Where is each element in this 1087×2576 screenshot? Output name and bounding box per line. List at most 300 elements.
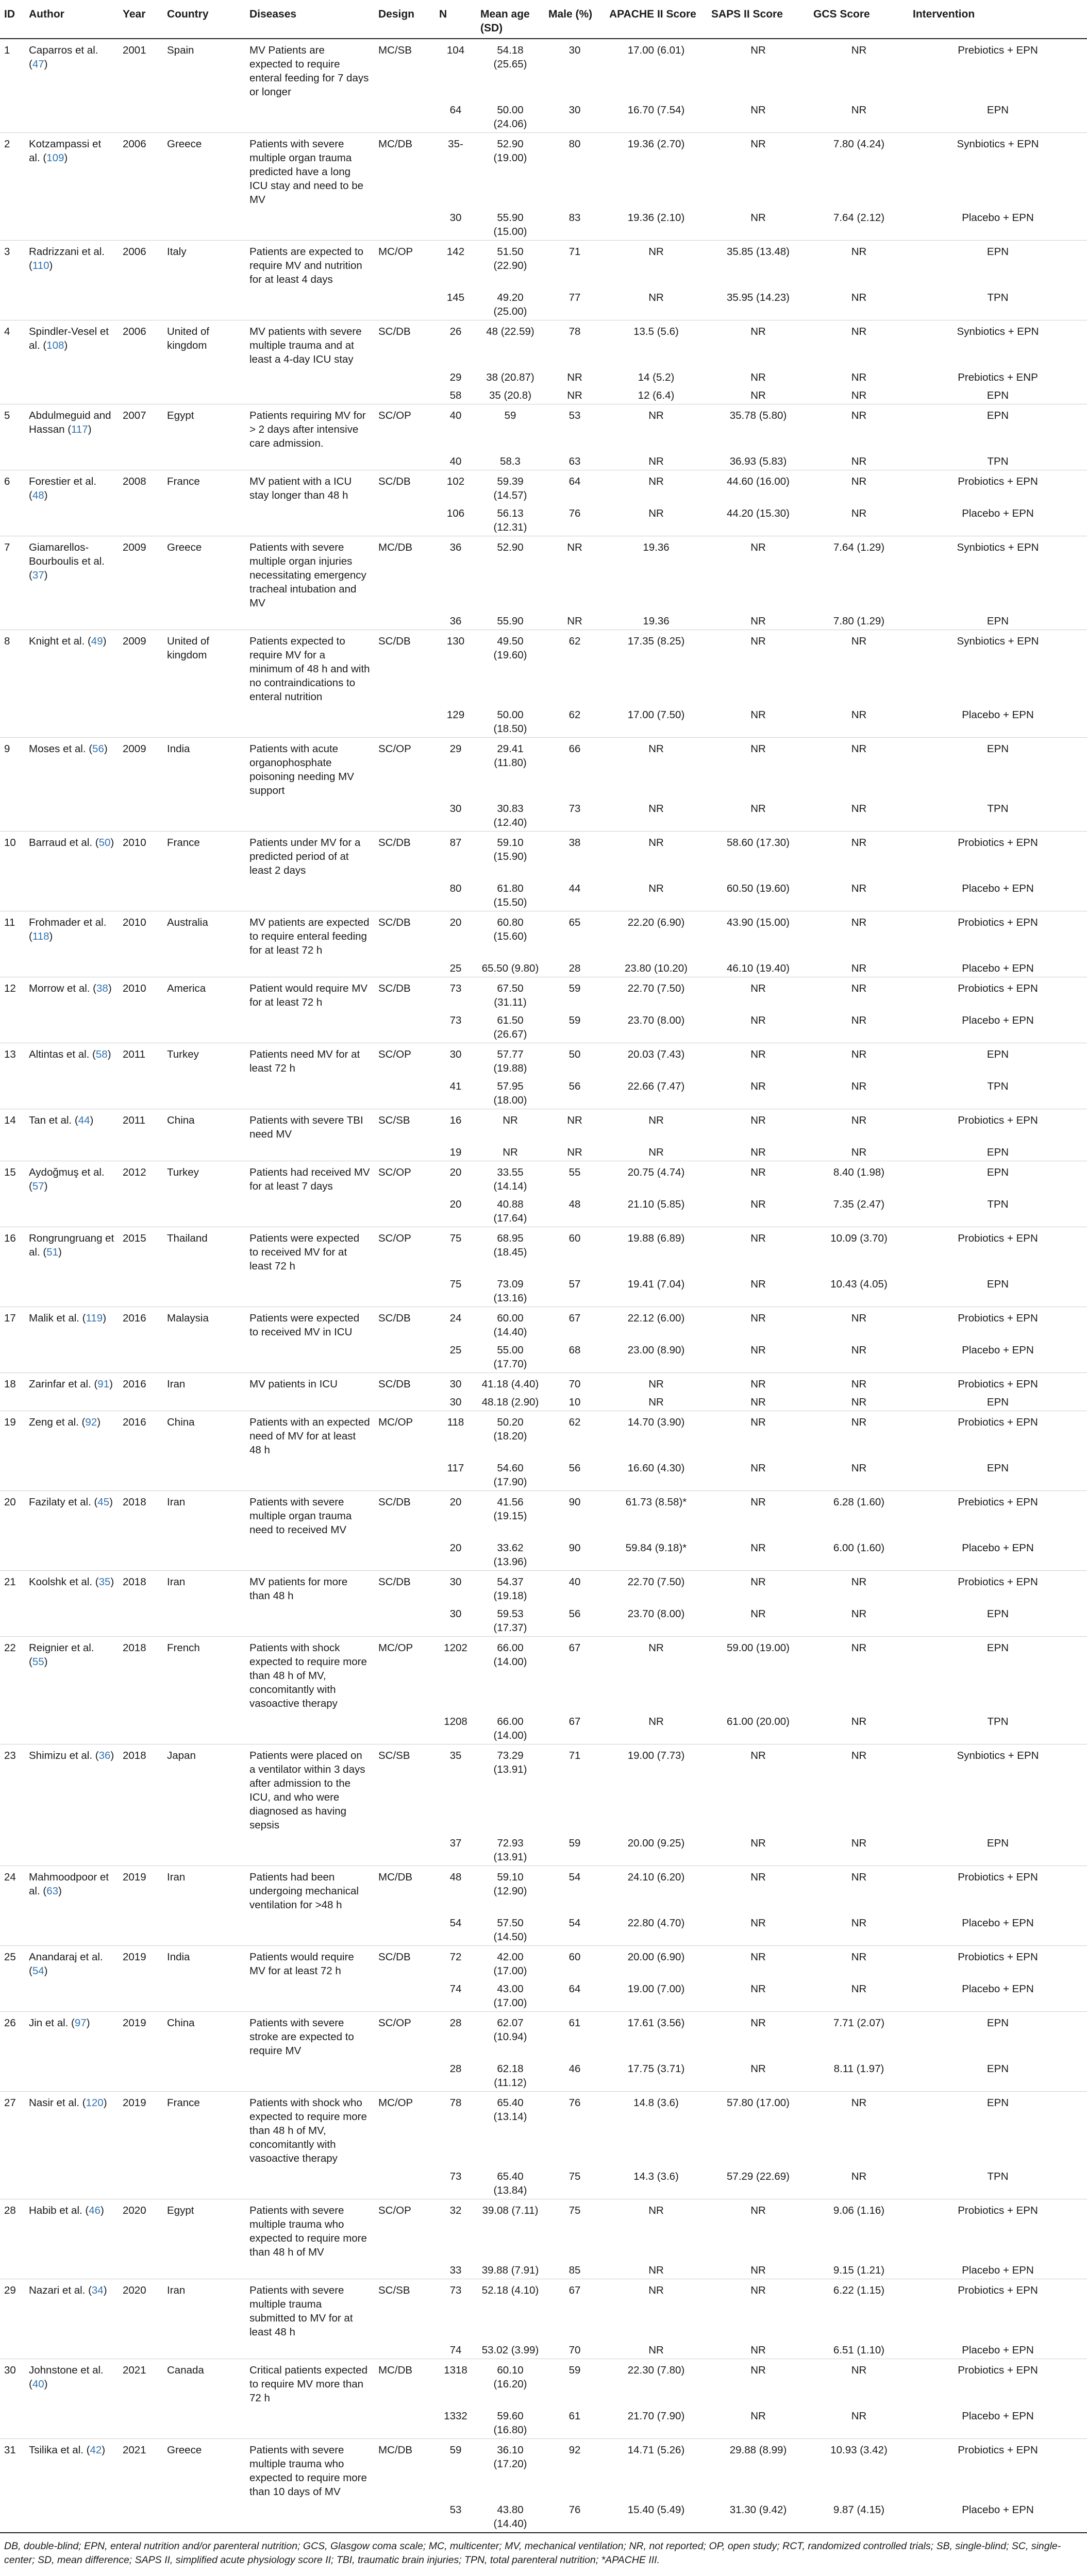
cell-empty	[245, 100, 374, 133]
cell-empty	[163, 1913, 245, 1946]
cell-diseases: Patients with acute organophosphate poisoning needing MV support	[245, 738, 374, 800]
cell-design: MC/DB	[374, 2359, 435, 2407]
cell-saps: NR	[750, 1608, 766, 1620]
cell-apache: NR	[605, 2279, 707, 2341]
cell-gcs: NR	[851, 1462, 867, 1474]
author-suffix: )	[44, 489, 48, 501]
table-row	[0, 977, 1087, 1011]
cell-design: SC/DB	[374, 1946, 435, 1980]
cell-design: MC/SB	[374, 39, 435, 100]
table-row	[0, 705, 1087, 738]
reference-link[interactable]: 47	[32, 58, 44, 70]
cell-male: 70	[568, 2344, 581, 2356]
cell-empty	[163, 100, 245, 133]
cell-male: 64	[544, 470, 605, 504]
cell-gcs: NR	[851, 803, 867, 815]
author-name: Barraud et al. (	[29, 837, 99, 849]
cell-empty	[119, 452, 163, 470]
cell-diseases: Patients were expected to received MV in ICU	[245, 1307, 374, 1341]
cell-diseases: MV Patients are expected to require enteral feeding for 7 days or longer	[245, 39, 374, 100]
cell-diseases: Patients with severe multiple organ trauma predicted have a long ICU stay and need to be MV	[245, 133, 374, 209]
cell-author	[25, 1307, 119, 1341]
cell-empty	[245, 1712, 374, 1744]
cell-id: 24	[0, 1866, 25, 1914]
cell-gcs: NR	[809, 241, 909, 289]
cell-male: NR	[544, 1109, 605, 1143]
reference-link[interactable]: 109	[46, 152, 64, 164]
cell-mean-age: 61.50 (26.67)	[493, 1014, 527, 1040]
cell-male: 78	[544, 320, 605, 368]
cell-empty	[0, 2406, 25, 2439]
cell-male: 59	[568, 1837, 581, 1849]
cell-apache: 23.70 (8.00)	[627, 1608, 685, 1620]
cell-gcs: 10.09 (3.70)	[809, 1227, 909, 1275]
cell-empty	[0, 1712, 25, 1744]
cell-empty	[0, 1538, 25, 1571]
cell-male: 30	[544, 39, 605, 100]
cell-male: 54	[544, 1866, 605, 1914]
reference-link[interactable]: 118	[32, 930, 49, 942]
cell-year: 2021	[119, 2359, 163, 2407]
cell-mean-age: 59.10 (12.90)	[476, 1866, 544, 1914]
cell-country: Iran	[163, 1571, 245, 1605]
cell-empty	[0, 100, 25, 133]
cell-empty	[245, 1913, 374, 1946]
cell-empty	[0, 2261, 25, 2279]
cell-intervention: EPN	[909, 1637, 1087, 1713]
cell-n: 32	[435, 2199, 476, 2261]
table-row	[0, 630, 1087, 706]
table-row	[0, 2279, 1087, 2341]
cell-id: 18	[0, 1373, 25, 1393]
cell-empty	[163, 1195, 245, 1227]
reference-link[interactable]: 42	[90, 2444, 102, 2456]
cell-year: 2018	[119, 1637, 163, 1713]
cell-apache: NR	[605, 241, 707, 289]
author-suffix: )	[107, 1048, 111, 1060]
cell-id: 19	[0, 1411, 25, 1459]
reference-link[interactable]: 119	[86, 1312, 103, 1324]
table-body	[0, 39, 1087, 2532]
reference-link[interactable]: 91	[97, 1378, 110, 1390]
cell-n: 48	[435, 1866, 476, 1914]
cell-id: 12	[0, 977, 25, 1011]
cell-empty	[245, 959, 374, 977]
cell-saps: 29.88 (8.99)	[707, 2439, 809, 2501]
cell-author	[25, 2359, 119, 2407]
cell-gcs: 8.40 (1.98)	[809, 1161, 909, 1195]
cell-saps: 57.80 (17.00)	[707, 2092, 809, 2167]
cell-empty	[0, 1275, 25, 1307]
author-name: Aydoğmuş et al. (	[29, 1166, 105, 1192]
reference-link[interactable]: 50	[98, 837, 111, 849]
cell-diseases: Patients would require MV for at least 72 h	[245, 1946, 374, 1980]
cell-gcs: 7.80 (4.24)	[809, 133, 909, 209]
cell-intervention: TPN	[987, 1080, 1009, 1092]
cell-male: 90	[568, 1542, 581, 1554]
cell-gcs: 6.22 (1.15)	[809, 2279, 909, 2341]
cell-author	[25, 320, 119, 368]
cell-design: MC/DB	[374, 536, 435, 612]
cell-intervention: Placebo + EPN	[962, 507, 1034, 519]
cell-n: 30	[449, 212, 462, 224]
cell-intervention: Probiotics + EPN	[909, 1109, 1087, 1143]
cell-empty	[119, 612, 163, 630]
author-name: Kotzampassi et al. (	[29, 138, 102, 164]
cell-intervention: EPN	[909, 2012, 1087, 2060]
cell-saps: NR	[707, 2199, 809, 2261]
cell-saps: NR	[750, 2344, 766, 2356]
cell-author	[25, 1946, 119, 1980]
cell-saps: NR	[707, 1109, 809, 1143]
cell-empty	[163, 1979, 245, 2012]
cell-saps: NR	[750, 1542, 766, 1554]
cell-gcs: NR	[809, 1411, 909, 1459]
cell-empty	[119, 1712, 163, 1744]
reference-link[interactable]: 110	[32, 260, 49, 272]
cell-author	[25, 470, 119, 504]
cell-apache: 19.00 (7.00)	[627, 1983, 685, 1995]
cell-design: MC/DB	[374, 133, 435, 209]
author-suffix: )	[103, 2284, 107, 2296]
cell-empty	[374, 1011, 435, 1043]
cell-empty	[163, 1011, 245, 1043]
cell-intervention: Probiotics + EPN	[909, 911, 1087, 959]
cell-intervention: Probiotics + EPN	[909, 1866, 1087, 1914]
author-name: Forestier et al. (	[29, 476, 97, 501]
cell-empty	[374, 100, 435, 133]
cell-id: 13	[0, 1043, 25, 1077]
cell-intervention: Placebo + EPN	[962, 212, 1034, 224]
reference-link[interactable]: 48	[32, 489, 44, 501]
reference-link[interactable]: 120	[86, 2097, 104, 2109]
cell-empty	[163, 2406, 245, 2439]
cell-empty	[25, 1341, 119, 1373]
cell-mean-age: 54.60 (17.90)	[493, 1462, 527, 1488]
cell-mean-age: 73.29 (13.91)	[476, 1744, 544, 1834]
author-name: Radrizzani et al. (	[29, 246, 105, 272]
author-name: Giamarellos-Bourboulis et al. (	[29, 541, 105, 581]
cell-gcs: NR	[809, 1744, 909, 1834]
reference-link[interactable]: 46	[89, 2205, 101, 2216]
cell-design: MC/OP	[374, 2092, 435, 2167]
cell-saps: NR	[707, 630, 809, 706]
cell-empty	[374, 799, 435, 832]
cell-mean-age: 33.55 (14.14)	[476, 1161, 544, 1195]
author-name: Knight et al. (	[29, 635, 91, 647]
table-row	[0, 504, 1087, 536]
cell-country: United of kingdom	[163, 320, 245, 368]
cell-empty	[163, 879, 245, 911]
author-suffix: )	[97, 1416, 101, 1428]
cell-empty	[0, 1913, 25, 1946]
cell-male: NR	[567, 389, 582, 401]
cell-author	[25, 738, 119, 800]
cell-empty	[163, 2059, 245, 2092]
cell-apache: 13.5 (5.6)	[605, 320, 707, 368]
cell-male: 75	[544, 2199, 605, 2261]
cell-apache: NR	[605, 832, 707, 879]
cell-design: SC/DB	[374, 832, 435, 879]
cell-n: 80	[449, 883, 462, 894]
cell-empty	[25, 2500, 119, 2532]
cell-n: 117	[447, 1462, 464, 1474]
cell-gcs: 9.15 (1.21)	[833, 2264, 885, 2276]
cell-empty	[0, 2500, 25, 2532]
author-name: Nasir et al. (	[29, 2097, 86, 2109]
cell-gcs: NR	[809, 2359, 909, 2407]
cell-male: 57	[568, 1278, 581, 1290]
cell-empty	[25, 1979, 119, 2012]
cell-apache: 17.00 (7.50)	[627, 709, 685, 721]
cell-design: SC/SB	[374, 1109, 435, 1143]
reference-link[interactable]: 36	[98, 1750, 111, 1761]
table-row	[0, 100, 1087, 133]
cell-empty	[245, 1604, 374, 1637]
reference-link[interactable]: 108	[46, 340, 64, 351]
cell-intervention: TPN	[987, 455, 1009, 467]
cell-n: 75	[435, 1227, 476, 1275]
cell-n: 102	[435, 470, 476, 504]
cell-empty	[374, 1538, 435, 1571]
cell-saps: 44.20 (15.30)	[727, 507, 790, 519]
cell-mean-age: 56.13 (12.31)	[493, 507, 527, 533]
cell-male: 75	[568, 2171, 581, 2182]
cell-intervention: Probiotics + EPN	[909, 1307, 1087, 1341]
cell-apache: 17.00 (6.01)	[605, 39, 707, 100]
cell-saps: NR	[707, 977, 809, 1011]
cell-male: 59	[544, 977, 605, 1011]
cell-author	[25, 1411, 119, 1459]
cell-mean-age: 49.20 (25.00)	[493, 292, 527, 317]
author-suffix: )	[58, 1246, 62, 1258]
reference-link[interactable]: 40	[32, 2378, 44, 2390]
cell-intervention: EPN	[909, 1161, 1087, 1195]
cell-id: 25	[0, 1946, 25, 1980]
reference-link[interactable]: 63	[46, 1885, 58, 1897]
reference-link[interactable]: 34	[91, 2284, 104, 2296]
cell-saps: NR	[707, 133, 809, 209]
cell-id: 31	[0, 2439, 25, 2501]
cell-design: SC/DB	[374, 977, 435, 1011]
cell-n: 20	[435, 911, 476, 959]
cell-male: 83	[568, 212, 581, 224]
cell-id: 1	[0, 39, 25, 100]
cell-saps: NR	[707, 2359, 809, 2407]
cell-empty	[245, 879, 374, 911]
cell-year: 2009	[119, 630, 163, 706]
table-row	[0, 39, 1087, 100]
reference-link[interactable]: 38	[96, 982, 108, 994]
cell-gcs: NR	[851, 371, 867, 383]
cell-year: 2010	[119, 911, 163, 959]
cell-apache: NR	[605, 1637, 707, 1713]
table-row	[0, 288, 1087, 320]
cell-saps: 36.93 (5.83)	[729, 455, 787, 467]
cell-mean-age: 39.88 (7.91)	[481, 2264, 539, 2276]
cell-mean-age: 57.50 (14.50)	[493, 1917, 527, 1943]
cell-apache: 24.10 (6.20)	[605, 1866, 707, 1914]
cell-empty	[25, 1913, 119, 1946]
cell-author	[25, 1637, 119, 1713]
cell-saps: NR	[750, 1837, 766, 1849]
cell-country: Iran	[163, 2279, 245, 2341]
cell-empty	[119, 368, 163, 386]
cell-empty	[163, 1459, 245, 1491]
reference-link[interactable]: 56	[92, 743, 104, 755]
cell-n: 36	[449, 615, 462, 627]
cell-empty	[163, 799, 245, 832]
cell-id: 23	[0, 1744, 25, 1834]
cell-saps: 31.30 (9.42)	[729, 2504, 787, 2516]
cell-apache: 22.66 (7.47)	[627, 1080, 685, 1092]
cell-intervention: TPN	[987, 803, 1009, 815]
cell-saps: 57.29 (22.69)	[727, 2171, 790, 2182]
cell-year: 2001	[119, 39, 163, 100]
cell-intervention: Placebo + EPN	[962, 2504, 1034, 2516]
cell-design: SC/DB	[374, 1491, 435, 1539]
author-name: Abdulmeguid and Hassan (	[29, 410, 111, 435]
cell-empty	[25, 2406, 119, 2439]
reference-link[interactable]: 55	[32, 1656, 44, 1668]
cell-mean-age: 40.88 (17.64)	[493, 1198, 527, 1224]
table-row	[0, 738, 1087, 800]
table-row	[0, 2359, 1087, 2407]
cell-empty	[374, 2059, 435, 2092]
author-suffix: )	[44, 1965, 48, 1977]
table-row	[0, 1979, 1087, 2012]
header-author: Author	[25, 0, 119, 39]
cell-empty	[0, 368, 25, 386]
author-suffix: )	[102, 2444, 106, 2456]
table-row	[0, 1637, 1087, 1713]
table-row	[0, 1834, 1087, 1866]
cell-id: 16	[0, 1227, 25, 1275]
cell-gcs: 6.51 (1.10)	[833, 2344, 885, 2356]
cell-male: 67	[544, 1637, 605, 1713]
cell-empty	[245, 1275, 374, 1307]
cell-intervention: Synbiotics + EPN	[909, 320, 1087, 368]
table-row	[0, 2406, 1087, 2439]
cell-saps: 58.60 (17.30)	[707, 832, 809, 879]
cell-empty	[0, 1979, 25, 2012]
author-name: Nazari et al. (	[29, 2284, 92, 2296]
cell-male: 61	[544, 2012, 605, 2060]
table-row	[0, 404, 1087, 452]
cell-author	[25, 1373, 119, 1393]
reference-link[interactable]: 57	[32, 1180, 44, 1192]
cell-intervention: EPN	[909, 738, 1087, 800]
reference-link[interactable]: 45	[97, 1496, 110, 1508]
table-row	[0, 320, 1087, 368]
cell-n: 104	[435, 39, 476, 100]
cell-male: 77	[568, 292, 581, 303]
cell-male: NR	[567, 371, 582, 383]
cell-intervention: EPN	[986, 389, 1009, 401]
table-row	[0, 1373, 1087, 1393]
author-suffix: )	[103, 1312, 107, 1324]
reference-link[interactable]: 37	[32, 569, 44, 581]
cell-author	[25, 1161, 119, 1195]
reference-link[interactable]: 97	[74, 2017, 87, 2029]
cell-id: 6	[0, 470, 25, 504]
reference-link[interactable]: 51	[46, 1246, 58, 1258]
cell-intervention: TPN	[987, 1198, 1009, 1210]
cell-n: 74	[449, 2344, 462, 2356]
cell-country: Japan	[163, 1744, 245, 1834]
cell-apache: 22.70 (7.50)	[605, 977, 707, 1011]
cell-design: SC/OP	[374, 1227, 435, 1275]
cell-empty	[119, 504, 163, 536]
cell-country: French	[163, 1637, 245, 1713]
cell-empty	[119, 100, 163, 133]
cell-intervention: Placebo + EPN	[962, 1542, 1034, 1554]
cell-n: 30	[449, 1396, 462, 1408]
cell-gcs: 7.80 (1.29)	[833, 615, 885, 627]
cell-gcs: NR	[809, 2092, 909, 2167]
cell-diseases: Patients were expected to received MV for at least 72 h	[245, 1227, 374, 1275]
cell-gcs: NR	[809, 470, 909, 504]
cell-n: 24	[435, 1307, 476, 1341]
cell-year: 2018	[119, 1744, 163, 1834]
reference-link[interactable]: 44	[78, 1114, 90, 1126]
table-row	[0, 879, 1087, 911]
cell-country: Greece	[163, 2439, 245, 2501]
cell-empty	[163, 1143, 245, 1161]
cell-year: 2007	[119, 404, 163, 452]
author-suffix: )	[110, 837, 114, 849]
author-suffix: )	[86, 2017, 90, 2029]
cell-empty	[374, 2261, 435, 2279]
cell-empty	[25, 100, 119, 133]
cell-empty	[25, 705, 119, 738]
cell-empty	[119, 2167, 163, 2199]
cell-empty	[245, 612, 374, 630]
cell-country: France	[163, 2092, 245, 2167]
reference-link[interactable]: 49	[91, 635, 103, 647]
cell-apache: 19.41 (7.04)	[627, 1278, 685, 1290]
cell-male: NR	[567, 1146, 582, 1158]
cell-author	[25, 1866, 119, 1914]
cell-intervention: Probiotics + EPN	[909, 2359, 1087, 2407]
cell-mean-age: 60.80 (15.60)	[476, 911, 544, 959]
cell-n: 73	[435, 2279, 476, 2341]
cell-gcs: NR	[809, 1946, 909, 1980]
cell-empty	[25, 799, 119, 832]
cell-apache: 22.20 (6.90)	[605, 911, 707, 959]
cell-empty	[0, 1604, 25, 1637]
cell-gcs: NR	[851, 709, 867, 721]
table-row	[0, 1604, 1087, 1637]
cell-year: 2018	[119, 1491, 163, 1539]
cell-country: United of kingdom	[163, 630, 245, 706]
reference-link[interactable]: 54	[32, 1965, 44, 1977]
reference-link[interactable]: 58	[95, 1048, 108, 1060]
reference-link[interactable]: 35	[98, 1576, 111, 1588]
cell-saps: NR	[707, 1744, 809, 1834]
cell-country: China	[163, 1411, 245, 1459]
cell-male: 76	[568, 507, 581, 519]
cell-apache: 15.40 (5.49)	[627, 2504, 685, 2516]
cell-male: 38	[544, 832, 605, 879]
cell-diseases: Patients had been undergoing mechanical ventilation for >48 h	[245, 1866, 374, 1914]
cell-empty	[374, 1341, 435, 1373]
cell-id: 9	[0, 738, 25, 800]
cell-intervention: Prebiotics + EPN	[909, 39, 1087, 100]
reference-link[interactable]: 92	[85, 1416, 97, 1428]
reference-link[interactable]: 117	[71, 423, 88, 435]
cell-male: 46	[568, 2063, 581, 2075]
